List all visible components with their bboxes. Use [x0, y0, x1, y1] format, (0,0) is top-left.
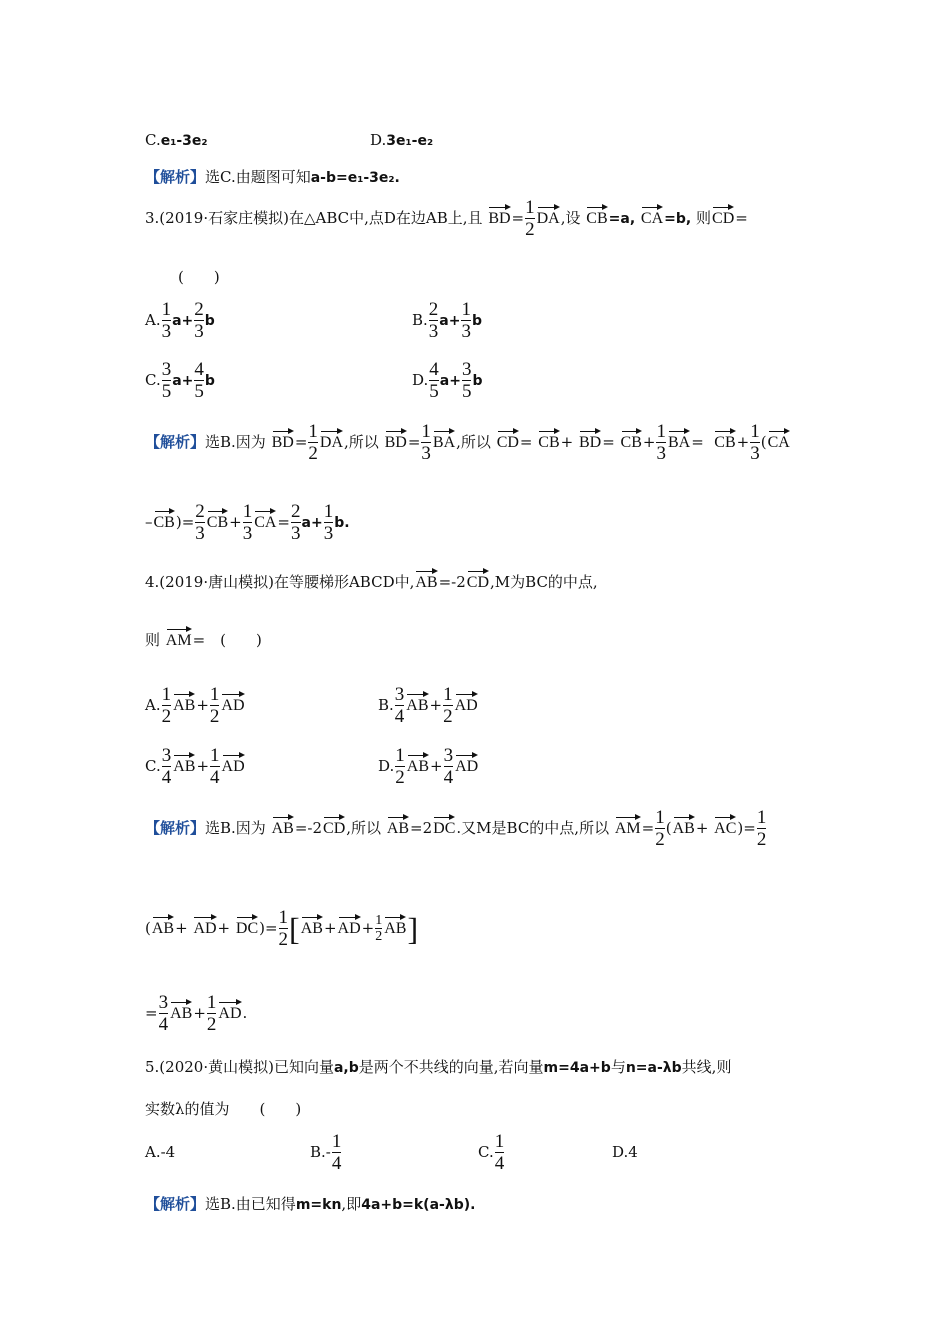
q4-option-d: D. $\frac{1}{2}$ AB+ $\frac{3}{4}$ AD	[378, 745, 479, 788]
q3-option-c: C. $\frac{3}{5}$ a+ $\frac{4}{5}$ b	[145, 359, 215, 402]
q5-answer: 【解析】选B.由已知得m=kn,即4a+b=k(a-λb).	[145, 1195, 476, 1213]
vector-da: DA	[537, 204, 560, 228]
fraction-1-2: $\frac{1}{2}$	[525, 197, 535, 240]
q2-option-d: D.3e₁-e₂	[370, 131, 434, 149]
answer-tag: 【解析】	[145, 819, 206, 837]
q3-option-d: D. $\frac{4}{5}$ a+ $\frac{3}{5}$ b	[412, 359, 483, 402]
q4-answer: 【解析】选B.因为 AB=-2CD,所以 AB=2DC.又M是BC的中点,所以 AM= $\frac{1}{2}$ (AB+ AC)= $\frac{1}{2}$	[145, 807, 767, 850]
vector-cd: CD	[467, 568, 489, 592]
q4-option-a: A. $\frac{1}{2}$ AB+ $\frac{1}{2}$ AD	[145, 684, 245, 727]
vector-ab: AB	[415, 568, 437, 592]
vector-cd: CD	[712, 204, 734, 228]
answer-tag: 【解析】	[145, 433, 206, 451]
vector-cb: CB	[586, 204, 607, 228]
q3-paren: ( )	[178, 268, 220, 286]
q2-answer: 【解析】选C.由题图可知a-b=e₁-3e₂.	[145, 168, 400, 186]
q2-option-c: C.e₁-3e₂	[145, 131, 208, 149]
q5-stem: 5.(2020·黄山模拟)已知向量a,b是两个不共线的向量,若向量m=4a+b与n=a-λb共线,则	[145, 1058, 732, 1076]
q3-answer: 【解析】选B.因为 BD= $\frac{1}{2}$ DA,所以 BD= $\frac{1}{3}$ BA,所以 CD= CB+ BD= CB+ $\frac{1}{3}$ BA= CB+ $\frac{1}{3}$ (CA	[145, 421, 790, 464]
q3-option-b: B. $\frac{2}{3}$ a+ $\frac{1}{3}$ b	[412, 299, 483, 342]
vector-ca: CA	[641, 204, 663, 228]
q5-option-c: C. $\frac{1}{4}$	[478, 1131, 505, 1174]
answer-tag: 【解析】	[145, 1195, 206, 1213]
q4-stem-2: 则 AM= ( )	[145, 626, 262, 650]
q5-option-d: D.4	[612, 1143, 638, 1161]
q4-option-c: C. $\frac{3}{4}$ AB+ $\frac{1}{4}$ AD	[145, 745, 245, 788]
answer-tag: 【解析】	[145, 168, 206, 186]
q4-stem: 4.(2019·唐山模拟)在等腰梯形ABCD中,AB=-2CD,M为BC的中点,	[145, 568, 598, 592]
q4-answer-cont: (AB+ AD+ DC)= $\frac{1}{2}$ [AB+AD+ $\frac{1}{2}$ AB]	[145, 907, 419, 950]
vector-bd: BD	[488, 204, 510, 228]
q5-option-a: A.-4	[145, 1143, 176, 1161]
q4-answer-result: = $\frac{3}{4}$ AB+ $\frac{1}{2}$ AD.	[145, 992, 248, 1035]
q3-answer-cont: –CB)= $\frac{2}{3}$ CB+ $\frac{1}{3}$ CA= $\frac{2}{3}$ a+ $\frac{1}{3}$ b.	[145, 501, 350, 544]
q5-option-b: B.- $\frac{1}{4}$	[310, 1131, 342, 1174]
q4-option-b: B. $\frac{3}{4}$ AB+ $\frac{1}{2}$ AD	[378, 684, 478, 727]
q5-stem-2: 实数λ的值为 ( )	[145, 1100, 302, 1118]
vector-am: AM	[166, 626, 192, 650]
q3-stem: 3.(2019·石家庄模拟)在△ABC中,点D在边AB上,且 BD= $\frac{1}{2}$ DA,设 CB=a, CA=b, 则CD=	[145, 197, 748, 240]
q3-option-a: A. $\frac{1}{3}$ a+ $\frac{2}{3}$ b	[145, 299, 215, 342]
